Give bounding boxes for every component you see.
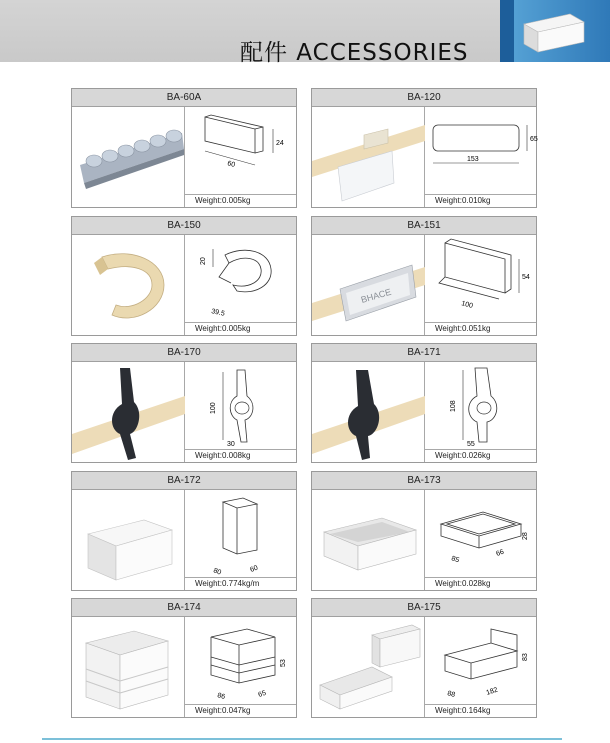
dimension-label: 55 — [467, 441, 475, 448]
product-card — [311, 216, 537, 336]
product-code: BA-150 — [72, 217, 296, 235]
product-code: BA-173 — [312, 472, 536, 490]
dimension-label: 20 — [200, 256, 207, 265]
product-weight: Weight:0.051kg — [425, 322, 536, 335]
dimension-label: 53 — [280, 659, 287, 667]
product-weight: Weight:0.005kg — [185, 322, 296, 335]
product-card — [71, 216, 297, 336]
product-code: BA-175 — [312, 599, 536, 617]
dimension-label: 100 — [210, 402, 217, 414]
dimension-label: 24 — [276, 140, 284, 147]
dimension-label: 28 — [522, 531, 529, 540]
product-code: BA-151 — [312, 217, 536, 235]
product-photo — [72, 362, 185, 462]
product-card — [71, 598, 297, 718]
dimension-label: 153 — [467, 156, 479, 163]
dimension-label: 65 — [257, 689, 268, 699]
product-photo — [312, 107, 425, 207]
dimension-label: 30 — [227, 441, 235, 448]
product-photo — [312, 617, 425, 717]
product-photo — [312, 490, 425, 590]
product-drawing — [425, 617, 536, 704]
dimension-label: 83 — [522, 653, 529, 661]
product-weight: Weight:0.047kg — [185, 704, 296, 717]
product-photo — [72, 617, 185, 717]
product-drawing — [185, 617, 296, 704]
product-card — [311, 88, 537, 208]
dimension-label: 66 — [495, 548, 506, 558]
dimension-label: 182 — [485, 686, 499, 697]
accessories-grid — [71, 88, 537, 724]
dimension-label: 54 — [522, 273, 530, 281]
product-drawing — [425, 490, 536, 577]
product-weight: Weight:0.008kg — [185, 449, 296, 462]
dimension-label: 100 — [460, 299, 474, 310]
product-code: BA-172 — [72, 472, 296, 490]
dimension-label: 85 — [450, 554, 460, 564]
product-drawing — [185, 490, 296, 577]
product-drawing — [425, 362, 536, 449]
header-box-icon — [518, 6, 590, 56]
bottom-divider — [42, 738, 562, 740]
product-card — [71, 343, 297, 463]
product-code: BA-174 — [72, 599, 296, 617]
product-drawing — [425, 107, 536, 194]
product-code: BA-120 — [312, 89, 536, 107]
dimension-label: 65 — [530, 136, 538, 143]
product-drawing — [185, 235, 296, 322]
product-card — [311, 598, 537, 718]
label-holder-text: BHACE — [359, 286, 393, 305]
product-drawing — [185, 362, 296, 449]
product-photo — [72, 235, 185, 335]
dimension-label: 86 — [216, 692, 226, 701]
dimension-label: 60 — [226, 160, 236, 169]
product-photo — [312, 362, 425, 462]
product-weight: Weight:0.005kg — [185, 194, 296, 207]
dimension-label: 108 — [450, 400, 457, 412]
product-weight: Weight:0.010kg — [425, 194, 536, 207]
product-card — [311, 343, 537, 463]
page-header — [0, 0, 610, 66]
dimension-label: 39.5 — [210, 307, 226, 318]
product-code: BA-171 — [312, 344, 536, 362]
product-card — [71, 471, 297, 591]
product-weight: Weight:0.164kg — [425, 704, 536, 717]
dimension-label: 60 — [249, 564, 260, 574]
product-photo — [72, 107, 185, 207]
product-weight: Weight:0.774kg/m — [185, 577, 296, 590]
product-card — [71, 88, 297, 208]
dimension-label: 88 — [446, 690, 456, 699]
dimension-label: 80 — [212, 566, 223, 577]
page-title: 配件 ACCESSORIES — [240, 40, 469, 66]
product-photo — [72, 490, 185, 590]
product-drawing — [185, 107, 296, 194]
product-card — [311, 471, 537, 591]
product-code: BA-170 — [72, 344, 296, 362]
product-code: BA-60A — [72, 89, 296, 107]
product-photo — [312, 235, 425, 335]
product-weight: Weight:0.028kg — [425, 577, 536, 590]
product-drawing — [425, 235, 536, 322]
product-weight: Weight:0.026kg — [425, 449, 536, 462]
